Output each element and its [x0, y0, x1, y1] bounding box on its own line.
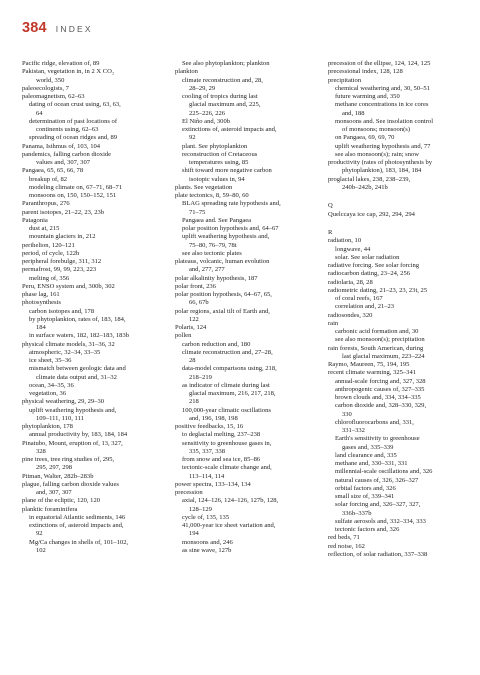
index-entry: radiometric dating, 21–23, 23, 23t, 25	[328, 286, 428, 294]
index-entry: spreading of ocean ridges and, 89	[29, 134, 117, 142]
index-entry: Pangaea and. See Pangaea	[182, 216, 252, 224]
index-entry: uplift weathering hypothesis and, 77	[335, 142, 431, 150]
index-entry: period, of cycle, 122b	[22, 249, 80, 257]
index-entry: carbonic acid formation and, 30	[335, 328, 419, 335]
index-entry: Pinatubo, Mount, eruption of, 13, 327,	[22, 439, 123, 447]
index-entry: precipitation	[328, 76, 362, 84]
index-entry: Quelccaya ice cap, 292, 294, 294	[328, 210, 415, 218]
index-entry: 109–111, 110, 111	[36, 414, 84, 422]
index-entry: radiolaria, 28, 28	[328, 278, 373, 286]
index-entry: from snow and sea ice, 85–86	[182, 456, 261, 463]
index-entry: 335, 337, 338	[189, 447, 226, 455]
index-entry: continents using, 62–63	[36, 126, 99, 133]
index-entry: 122	[189, 315, 199, 323]
index-entry: productivity (rates of photosynthesis by	[328, 159, 433, 166]
index-entry: polar position hypothesis, 64–67, 65,	[175, 291, 272, 298]
index-entry: Earth's sensitivity to greenhouse	[335, 435, 420, 443]
index-entry: perihelion, 120–121	[22, 241, 75, 249]
index-entry: shift toward more negative carbon	[182, 167, 272, 175]
index-entry: ocean, 34–35, 36	[29, 381, 74, 389]
index-entry: 194	[189, 530, 199, 538]
index-entry: future warming and, 350	[335, 93, 400, 100]
index-entry: See also phytoplankton; plankton	[182, 60, 270, 67]
index-entry: extinctions of, asteroid impacts and,	[29, 522, 124, 529]
index-entry: parent isotopes, 21–22, 23, 23b	[22, 208, 105, 216]
index-entry: ice sheet, 35–36	[29, 357, 72, 364]
index-entry: 75–80, 76–79, 78t	[189, 241, 237, 249]
index-entry: photosynthesis	[22, 299, 61, 307]
index-entry: last glacial maximum, 223–224	[342, 352, 425, 360]
page-number: 384	[22, 20, 47, 36]
index-entry: 128–129	[189, 505, 212, 513]
index-entry: red noise, 162	[328, 542, 365, 550]
index-entry: gases and, 335–339	[342, 443, 394, 451]
index-entry: radiocarbon dating, 23–24, 256	[328, 270, 410, 278]
index-entry: Raymo, Maureen, 75, 194, 195	[328, 361, 410, 368]
index-entry: uplift weathering hypothesis and,	[182, 233, 270, 241]
index-column-3	[328, 60, 476, 559]
index-entry: precessional index, 128, 128	[328, 68, 403, 76]
index-entry: Polaris, 124	[175, 324, 207, 331]
section-gap	[328, 219, 476, 227]
index-entry: cooling of tropics during last	[182, 93, 258, 100]
index-entry: 71–75	[189, 208, 206, 216]
index-entry: 66, 67b	[189, 299, 209, 307]
index-entry: Paranthropus, 276	[22, 200, 70, 208]
index-entry: BLAG spreading rate hypothesis and,	[182, 200, 281, 208]
index-entry: chlorofluorocarbons and, 331,	[335, 418, 414, 426]
index-entry: modeling climate on, 67–71, 68–71	[29, 183, 123, 191]
index-entry: 64	[36, 109, 43, 117]
index-entry: methane concentrations in ice cores	[335, 101, 429, 109]
index-entry: reflection, of solar radiation, 337–338	[328, 550, 428, 558]
index-entry: plant. See phytoplankton	[182, 142, 248, 150]
index-entry: small size of, 339–341	[335, 493, 395, 500]
index-entry: 218	[189, 398, 199, 406]
index-entry: uplift weathering hypothesis and,	[29, 406, 117, 414]
index-entry: by phytoplankton, rates of, 183, 184,	[29, 315, 126, 323]
index-entry: 28	[189, 357, 196, 364]
index-entry: positive feedbacks, 15, 16	[175, 423, 244, 430]
index-entry: 218–219	[189, 373, 212, 381]
index-entry: 331–332	[342, 427, 365, 434]
index-entry: pine trees, tree ring studies of, 295,	[22, 456, 115, 463]
index-entry: 102	[36, 546, 46, 554]
index-entry: pollen	[175, 332, 192, 340]
running-head: INDEX	[55, 24, 93, 34]
index-entry: recent climate warming, 325–341	[328, 369, 416, 377]
index-entry: of monsoons; monsoon(s)	[342, 126, 411, 133]
index-entry: Mg/Ca changes in shells of, 101–102,	[29, 538, 129, 546]
index-entry: land clearance and, 335	[335, 451, 397, 459]
index-entry: and, 277, 277	[189, 266, 225, 274]
index-entry: see also monsoon(s); precipitation	[335, 336, 425, 344]
index-entry: 113–114, 114	[189, 472, 225, 480]
index-entry: 92	[189, 134, 196, 142]
page-header	[22, 20, 93, 40]
index-entry: Pangaea, 65, 65, 66, 78	[22, 167, 84, 175]
index-entry: in surface waters, 182, 182–183, 183b	[29, 332, 129, 340]
index-entry: glacial maximum, 216, 217, 218,	[189, 390, 276, 397]
index-entry: 41,000-year ice sheet variation and,	[182, 522, 276, 529]
index-entry: data-model comparisons using, 218,	[182, 365, 277, 373]
index-entry: as sine wave, 127b	[182, 546, 232, 554]
index-entry: precession of the ellipse, 124, 124, 125	[328, 60, 431, 67]
index-entry: monsoons and, 246	[182, 538, 233, 546]
index-entry: carbon dioxide and, 328–330, 329,	[335, 402, 427, 410]
index-entry: dating of ocean crust using, 63, 63,	[29, 101, 121, 109]
index-entry: methane and, 330–331, 331	[335, 460, 408, 467]
index-entry: and, 196, 198, 198	[189, 414, 238, 422]
index-entry: anthropogenic causes of, 327–335	[335, 385, 425, 393]
index-entry: vegetation, 36	[29, 390, 67, 397]
index-entry: 92	[36, 530, 43, 538]
index-entry: natural causes of, 326, 326–327	[335, 476, 419, 484]
index-entry: tectonic factors and, 326	[335, 526, 400, 533]
index-entry: phytoplankton, 178	[22, 423, 73, 430]
index-entry: cycle of, 135, 135	[182, 513, 230, 521]
index-entry: Patagonia	[22, 216, 48, 224]
section-letter: Q	[328, 202, 333, 210]
index-entry: El Niño and, 300b	[182, 117, 231, 125]
index-entry: phytoplankton), 183, 184, 184	[342, 167, 422, 175]
index-entry: axial, 124–126, 124–126, 127b, 128,	[182, 497, 279, 505]
index-entry: rain	[328, 319, 339, 327]
index-entry: physical climate models, 31–36, 32	[22, 340, 115, 348]
index-entry: 330	[342, 410, 352, 418]
index-entry: polar front, 236	[175, 282, 216, 290]
index-entry: 295, 297, 298	[36, 464, 73, 472]
index-entry: annual productivity by, 183, 184, 184	[29, 431, 128, 439]
index-entry: paleomagnetism, 62–63	[22, 93, 85, 100]
section-letter: R	[328, 229, 333, 236]
index-entry: plants. See vegetation	[175, 183, 233, 191]
index-entry: plankton	[175, 68, 198, 76]
index-entry: monsoons and. See insolation control	[335, 117, 434, 125]
index-entry: polar regions, axial tilt of Earth and,	[175, 307, 270, 315]
index-entry: radiation, 10	[328, 237, 362, 245]
index-entry: Peru, ENSO system and, 300b, 302	[22, 282, 115, 290]
index-entry: and, 307, 307	[36, 489, 72, 496]
index-entry: see also tectonic plates	[182, 249, 242, 257]
index-entry: 225–226, 226	[189, 109, 226, 117]
index-entry: orbital factors and, 326	[335, 484, 396, 492]
index-entry: precession	[175, 489, 203, 496]
index-entry: polar position hypothesis and, 64–67	[182, 225, 279, 232]
index-entry: extinctions of, asteroid impacts and,	[182, 126, 277, 133]
index-column-1	[22, 60, 170, 555]
index-entry: 28–29, 29	[189, 84, 216, 92]
index-entry: sulfate aerosols and, 332–334, 333	[335, 517, 426, 525]
index-entry: radiosondes, 320	[328, 311, 373, 319]
index-entry: tectonic-scale climate change and,	[182, 464, 272, 472]
index-entry: chemical weathering and, 30, 50–51	[335, 84, 430, 92]
index-entry: Panama, Isthmus of, 103, 104	[22, 142, 101, 150]
index-entry: polar alkalinity hypothesis, 187	[175, 274, 258, 282]
index-entry: brown clouds and, 334, 334–335	[335, 394, 421, 401]
index-entry: mountain glaciers in, 212	[29, 233, 96, 241]
index-entry: Pacific ridge, elevation of, 89	[22, 60, 100, 67]
index-entry: on Pangaea, 69, 69, 70	[335, 134, 395, 142]
index-entry: proglacial lakes, 238, 238–239,	[328, 175, 411, 183]
section-gap	[328, 192, 476, 200]
index-entry: longwave, 44	[335, 245, 371, 253]
index-entry: red beds, 71	[328, 534, 360, 542]
index-entry: determination of past locations of	[29, 117, 117, 125]
index-entry: Pakistan, vegetation in, in 2 X CO₂	[22, 68, 115, 76]
index-entry: 100,000-year climatic oscillations	[182, 406, 271, 414]
index-column-2	[175, 60, 323, 555]
index-entry: power spectra, 133–134, 134	[175, 480, 251, 488]
index-entry: carbon reduction and, 180	[182, 340, 251, 348]
index-entry: isotopic values in, 94	[189, 175, 245, 183]
index-entry: plane of the ecliptic, 120, 120	[22, 497, 100, 505]
index-entry: plateaus, volcanic, human evolution	[175, 258, 270, 265]
index-entry: climate reconstruction and, 28,	[182, 76, 263, 84]
index-entry: solar. See solar radiation	[335, 253, 400, 261]
index-entry: radiative forcing. See solar forcing	[328, 262, 420, 269]
index-entry: and, 188	[342, 109, 365, 117]
index-entry: permafrost, 99, 99, 223, 223	[22, 266, 97, 274]
index-entry: plague, falling carbon dioxide values	[22, 480, 119, 488]
index-entry: of coral reefs, 167	[335, 295, 383, 302]
index-entry: annual-scale forcing and, 327, 328	[335, 377, 426, 385]
index-entry: millennial-scale oscillations and, 326	[335, 468, 433, 476]
index-entry: glacial maximum and, 225,	[189, 101, 261, 109]
index-entry: 184	[36, 324, 46, 331]
index-entry: as indicator of climate during last	[182, 381, 270, 389]
index-entry: 328	[36, 447, 46, 455]
index-entry: plate tectonics, 8, 59–80, 60	[175, 192, 249, 199]
index-entry: to deglacial melting, 237–238	[182, 431, 261, 439]
index-entry: dust at, 215	[29, 225, 60, 232]
index-entry: breakup of, 82	[29, 175, 67, 183]
index-entry: atmospheric, 32–34, 33–35	[29, 348, 101, 356]
index-entry: 336b–337b	[342, 509, 372, 517]
index-entry: see also monsoon(s); rain; snow	[335, 150, 420, 158]
index-entry: melting of, 356	[29, 274, 70, 282]
index-entry: world, 350	[36, 76, 65, 84]
index-entry: climate data output and, 31–32	[36, 373, 117, 381]
index-entry: pandemics, falling carbon dioxide	[22, 150, 112, 158]
index-entry: Pitman, Walter, 282b–283b	[22, 472, 94, 480]
index-entry: values and, 307, 307	[36, 159, 91, 166]
index-entry: planktic foraminifera	[22, 505, 78, 513]
index-entry: climate reconstruction and, 27–28,	[182, 348, 273, 356]
index-entry: peripheral forebulge, 311, 312	[22, 258, 102, 265]
index-entry: rain forests, South American, during	[328, 344, 424, 352]
index-entry: monsoons on, 150, 150–152, 151	[29, 192, 117, 199]
index-entry: 240b–242b, 241b	[342, 183, 388, 191]
index-entry: temperatures using, 85	[189, 159, 249, 166]
index-entry: mismatch between geologic data and	[29, 365, 126, 373]
index-entry: reconstruction of Cretaceous	[182, 150, 258, 158]
index-entry: carbon isotopes and, 178	[29, 307, 95, 315]
index-entry: in equatorial Atlantic sediments, 146	[29, 513, 126, 521]
index-entry: paleoecologists, 7	[22, 84, 69, 92]
index-entry: phase lag, 161	[22, 291, 60, 298]
index-entry: solar forcing and, 326–327, 327,	[335, 501, 421, 509]
index-entry: sensitivity to greenhouse gases in,	[182, 439, 272, 447]
index-entry: physical weathering, 29, 29–30	[22, 398, 104, 406]
index-entry: correlation and, 21–23	[335, 303, 395, 311]
